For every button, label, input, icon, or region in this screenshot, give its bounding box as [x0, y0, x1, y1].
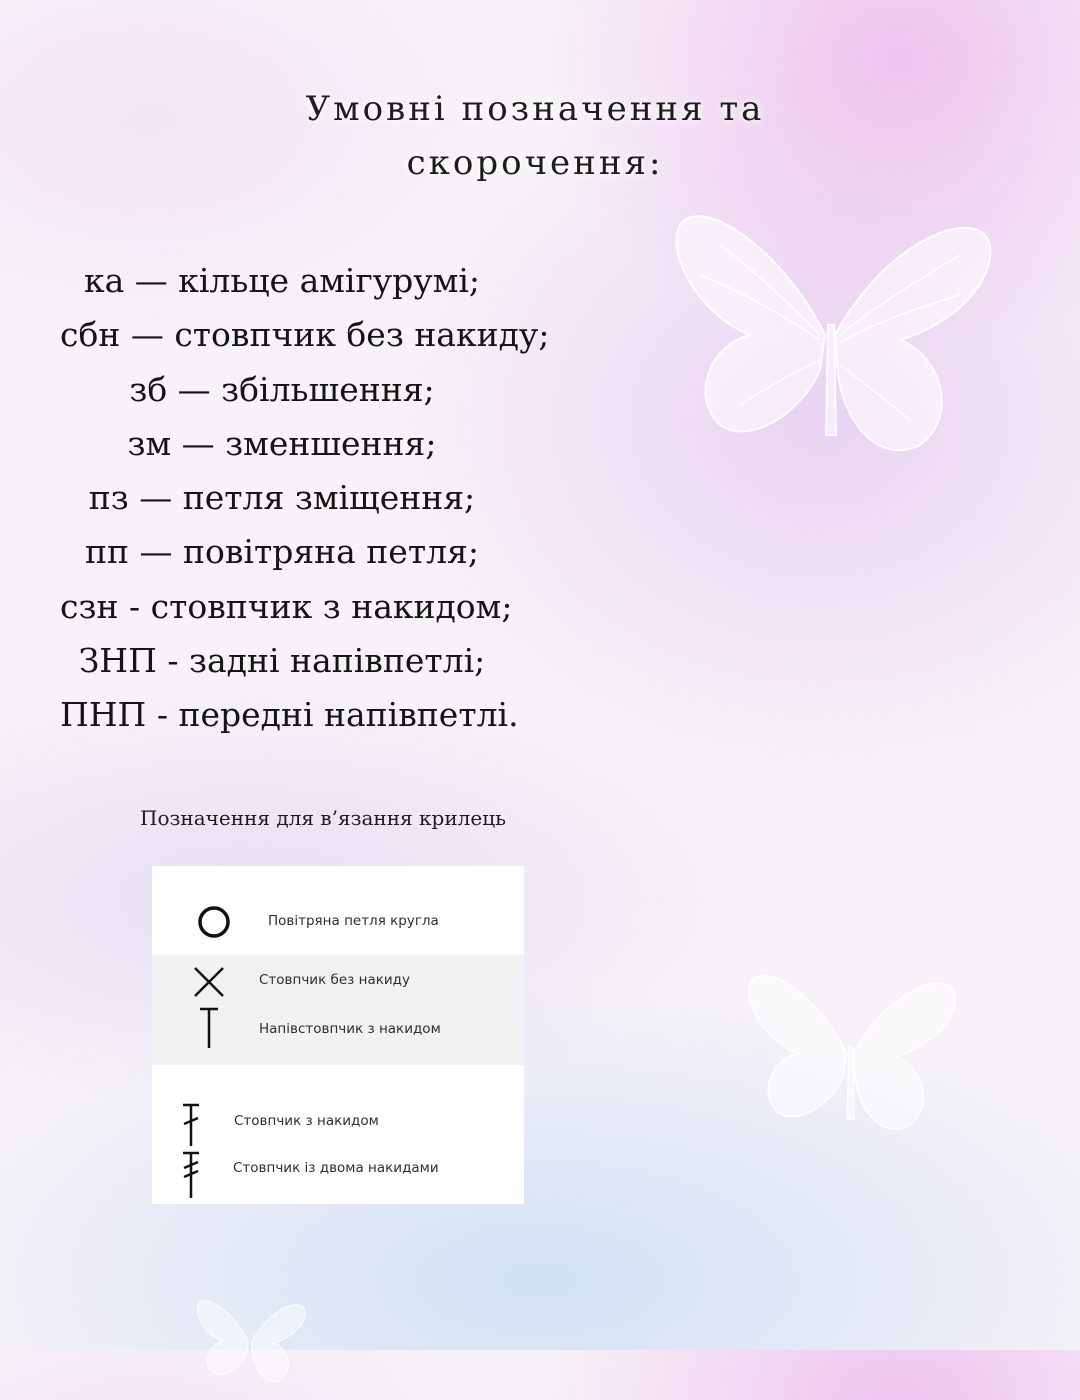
butterfly-small-icon: [735, 955, 965, 1165]
abbreviation-item: сбн — стовпчик без накиду;: [60, 315, 550, 355]
legend-label: Стовпчик без накиду: [259, 972, 410, 988]
cross-icon: [192, 966, 226, 998]
abbreviation-item: ПНП - передні напівпетлі.: [60, 695, 519, 735]
abbreviation-item: ЗНП - задні напівпетлі;: [78, 641, 486, 681]
legend-label: Стовпчик з накидом: [234, 1113, 379, 1129]
legend-label: Напівстовпчик з накидом: [259, 1021, 441, 1037]
legend-label: Стовпчик із двома накидами: [233, 1160, 439, 1176]
circle-icon: [196, 904, 232, 940]
butterfly-large-icon: [660, 185, 1000, 505]
abbreviation-item: ка — кільце амігурумі;: [83, 261, 481, 300]
t-bar-two-slash-icon: [180, 1150, 204, 1200]
page-title: [0, 82, 1070, 190]
t-bar-one-slash-icon: [180, 1102, 204, 1148]
abbreviation-item: пп — повітряна петля;: [84, 532, 479, 572]
abbreviation-item: пз — петля зміщення;: [88, 478, 476, 518]
wings-heading: Позначення для в’язання крилець: [140, 806, 506, 830]
abbreviation-item: зм — зменшення;: [127, 423, 437, 463]
abbreviation-list: [60, 254, 550, 743]
abbreviation-item: зб — збільшення;: [129, 369, 435, 409]
symbol-legend: [152, 866, 524, 1204]
butterfly-bottom-icon: [190, 1290, 310, 1400]
abbreviation-item: сзн - стовпчик з накидом;: [60, 586, 513, 626]
legend-label: Повітряна петля кругла: [268, 913, 439, 929]
t-bar-icon: [198, 1006, 220, 1050]
title-line-2: скорочення:: [406, 143, 664, 183]
title-line-1: Умовні позначення та: [305, 89, 765, 129]
